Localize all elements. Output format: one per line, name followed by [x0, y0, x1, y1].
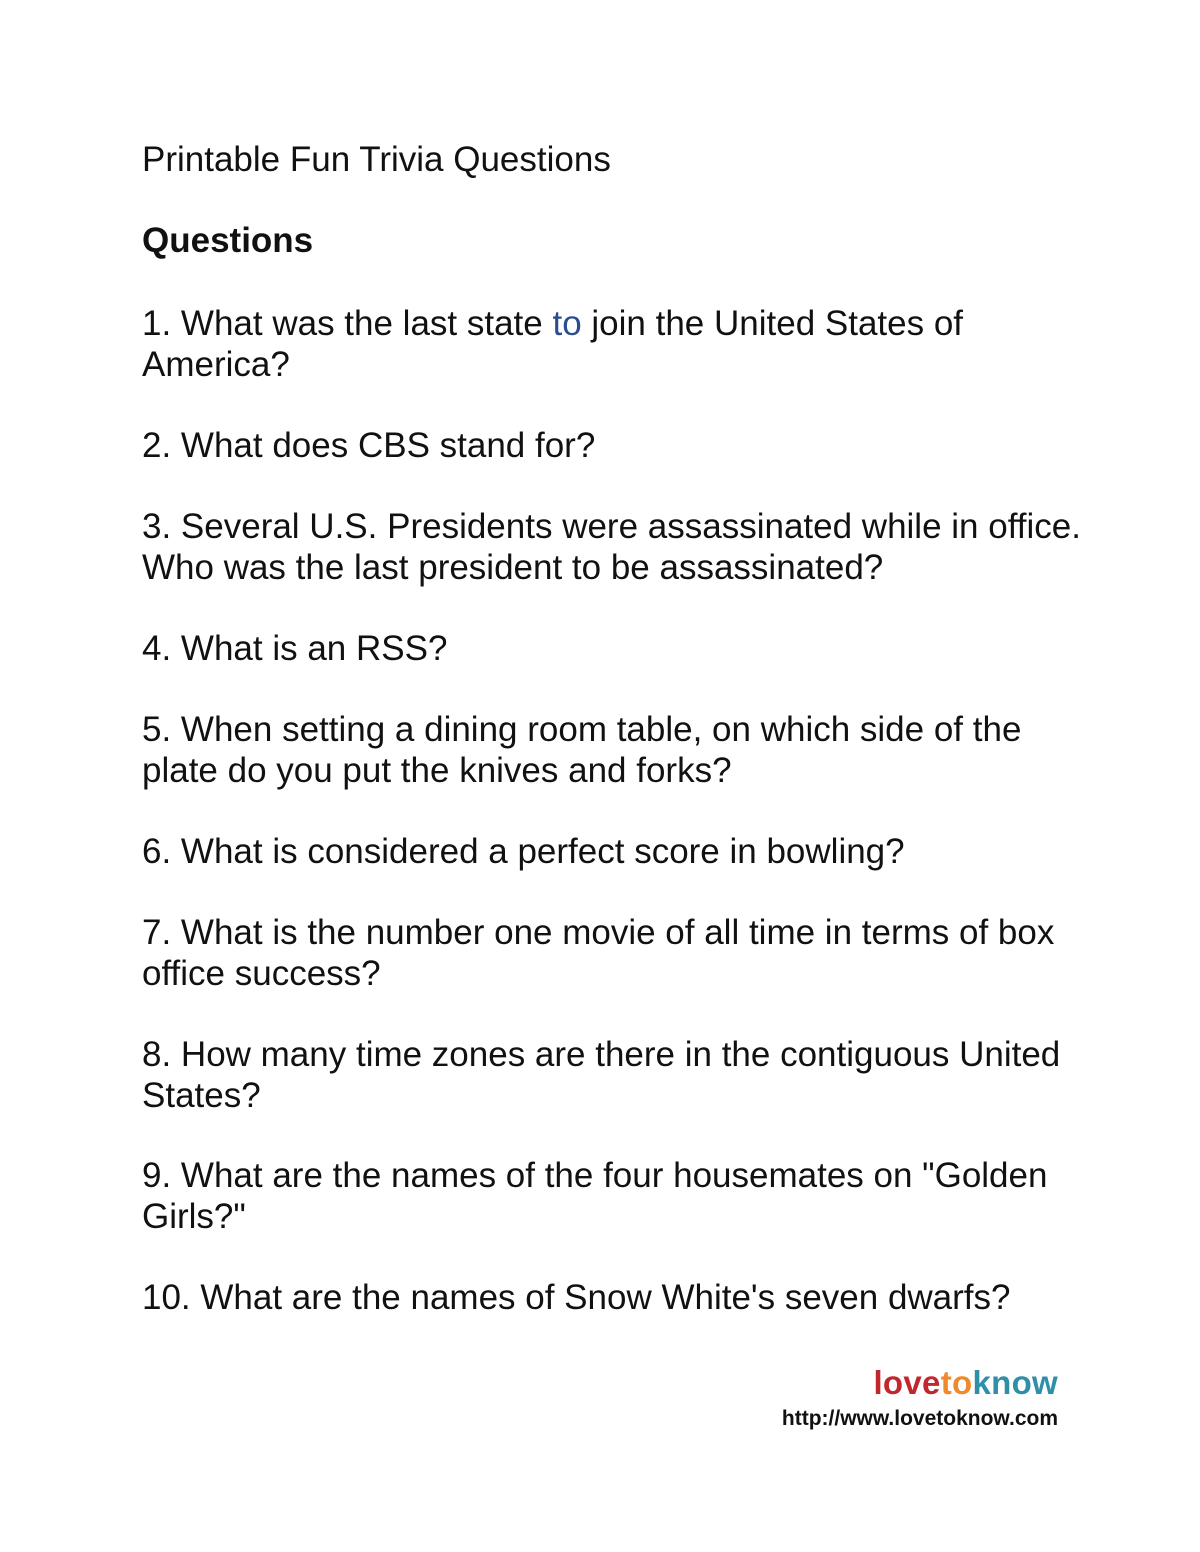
question-1-text-end: join the United States of America?: [142, 304, 964, 384]
question-7: 7. What is the number one movie of all time in terms of box office success?: [142, 913, 1055, 993]
section-heading: Questions: [142, 221, 314, 260]
question-2: 2. What does CBS stand for?: [142, 426, 596, 465]
question-5: 5. When setting a dining room table, on which side of the plate do you put the knives and forks?: [142, 710, 1022, 790]
question-1-link-word[interactable]: to: [552, 304, 582, 343]
question-3: 3. Several U.S. Presidents were assassinated while in office. Who was the last president to be assassinated?: [142, 507, 1081, 587]
question-8: 8. How many time zones are there in the contiguous United States?: [142, 1035, 1061, 1115]
question-9: 9. What are the names of the four housemates on "Golden Girls?": [142, 1156, 1048, 1236]
question-10: 10. What are the names of Snow White's seven dwarfs?: [142, 1278, 1011, 1317]
lovetoknow-logo: [873, 1364, 1058, 1402]
logo-part-to: to: [940, 1364, 973, 1401]
question-1: [142, 303, 1082, 385]
logo-part-know: know: [972, 1364, 1058, 1401]
question-1-text-start: 1. What was the last state: [142, 304, 553, 343]
question-6: 6. What is considered a perfect score in bowling?: [142, 832, 905, 871]
document-title: Printable Fun Trivia Questions: [142, 140, 611, 179]
logo-part-love: love: [873, 1364, 941, 1401]
question-4: 4. What is an RSS?: [142, 629, 448, 668]
footer-url[interactable]: http://www.lovetoknow.com: [781, 1407, 1058, 1430]
